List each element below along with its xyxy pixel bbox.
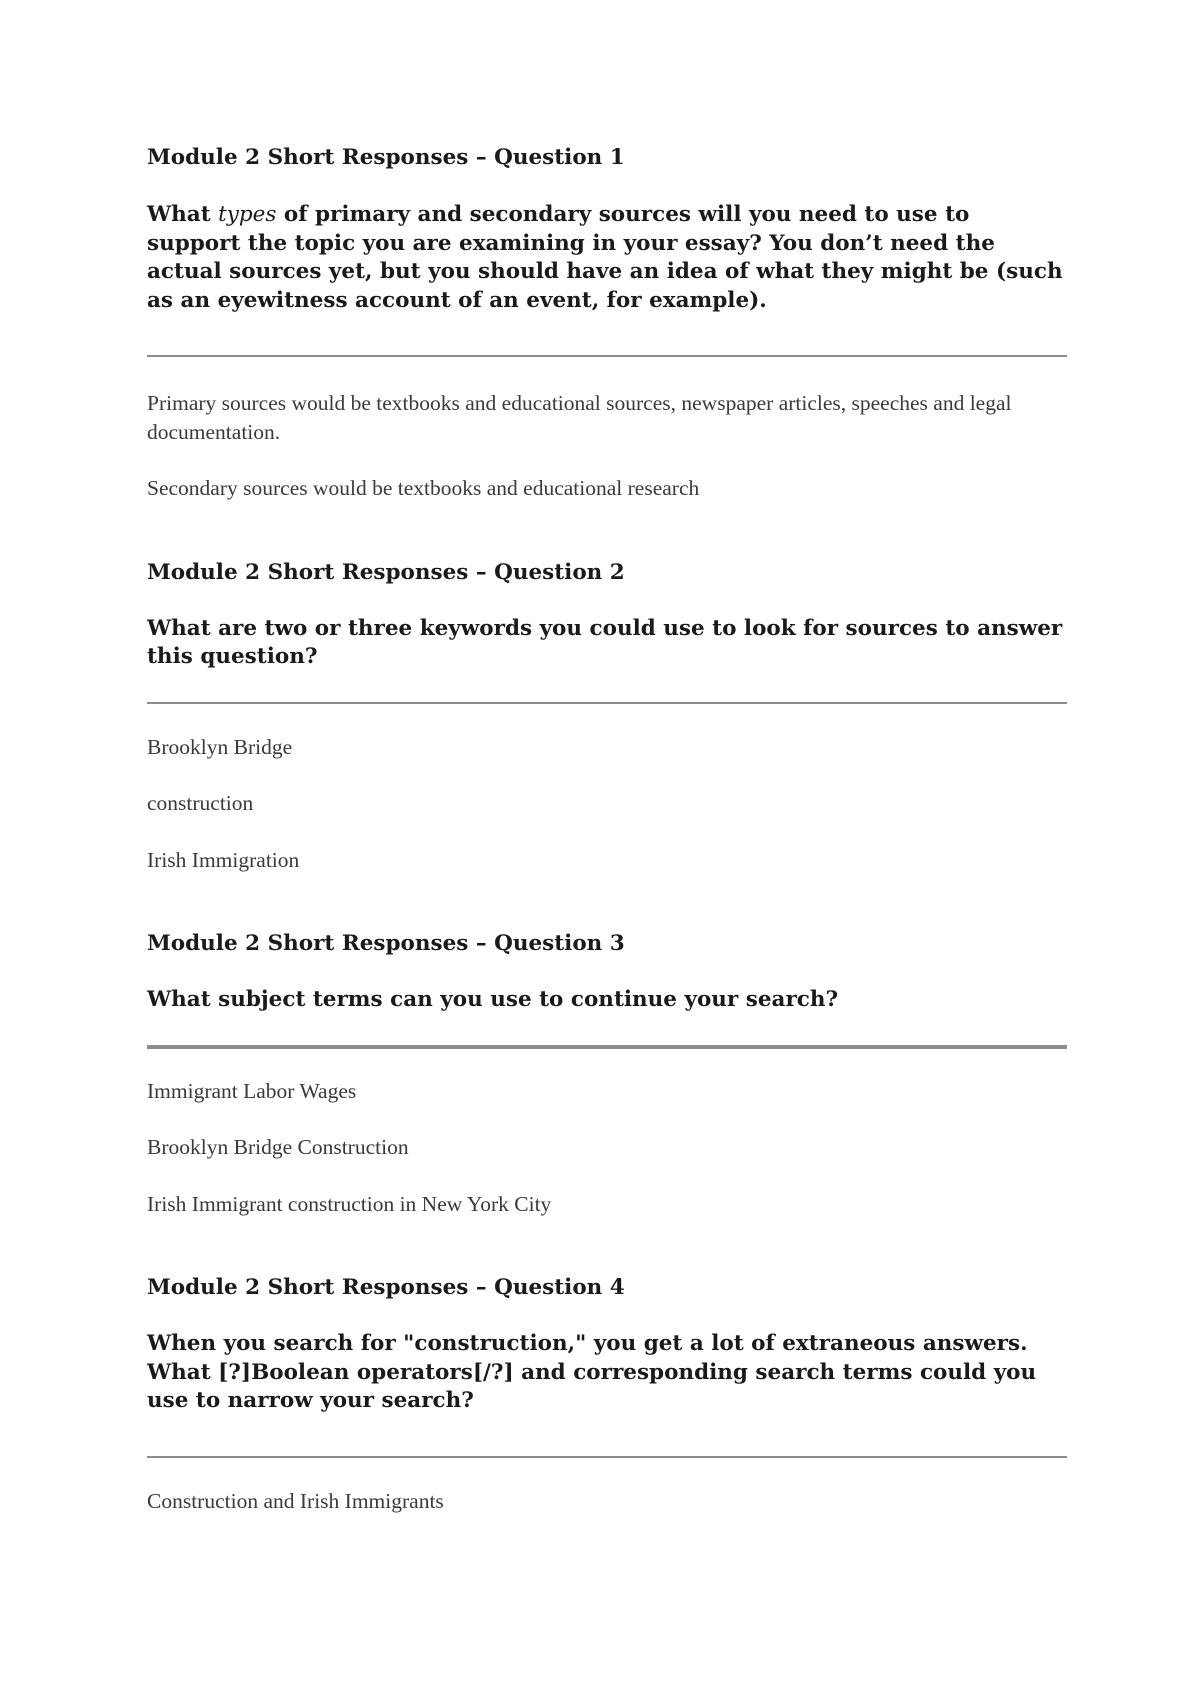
question-1-prompt-start: What: [147, 202, 219, 227]
question-1-title: Module 2 Short Responses – Question 1: [147, 145, 625, 170]
question-1-prompt: [147, 201, 1067, 315]
question-2-answer-2: construction: [147, 791, 254, 815]
question-3-answer-1: Immigrant Labor Wages: [147, 1078, 357, 1103]
question-2-answer-3: Irish Immigration: [147, 847, 300, 872]
question-4-prompt: When you search for "construction," you get a lot of extraneous answers. What [?]Boolean operators[/?] and corresponding search terms could you use to narrow your search?: [147, 1331, 1037, 1413]
question-block-2: [147, 559, 1067, 875]
question-1-answer-1: Primary sources would be textbooks and educational sources, newspaper articles, speeches and legal documentation.: [147, 391, 1012, 444]
question-3-answer-3: Irish Immigrant construction in New York City: [147, 1191, 552, 1216]
question-1-answer-2: Secondary sources would be textbooks and educational research: [147, 476, 700, 500]
answer-divider-2: [147, 702, 1067, 704]
question-2-title: Module 2 Short Responses – Question 2: [147, 559, 625, 585]
question-4-title: Module 2 Short Responses – Question 4: [147, 1275, 625, 1300]
answer-divider-4: [147, 1456, 1067, 1458]
question-3-prompt: What subject terms can you use to continue your search?: [147, 987, 839, 1012]
question-2-answer-1: Brooklyn Bridge: [147, 734, 293, 759]
question-4-answer-1: Construction and Irish Immigrants: [147, 1488, 444, 1513]
question-3-answer-2: Brooklyn Bridge Construction: [147, 1135, 409, 1159]
document-body: [147, 144, 1067, 1515]
answer-divider-3: [147, 1045, 1067, 1049]
question-3-title: Module 2 Short Responses – Question 3: [147, 931, 625, 956]
question-block-3: [147, 930, 1067, 1218]
question-block-4: [147, 1274, 1067, 1515]
question-2-prompt: What are two or three keywords you could use to look for sources to answer this question?: [147, 615, 1063, 669]
question-1-prompt-emphasis: types: [218, 202, 277, 227]
answer-divider-1: [147, 355, 1067, 357]
question-block-1: [147, 144, 1067, 503]
question-1-prompt-end: of primary and secondary sources will you need to use to support the topic you are examining in your essay? You don’t need the actual sources yet, but you should have an idea of what they might be (such as an eyewitness account of an event, for example).: [147, 202, 1063, 313]
